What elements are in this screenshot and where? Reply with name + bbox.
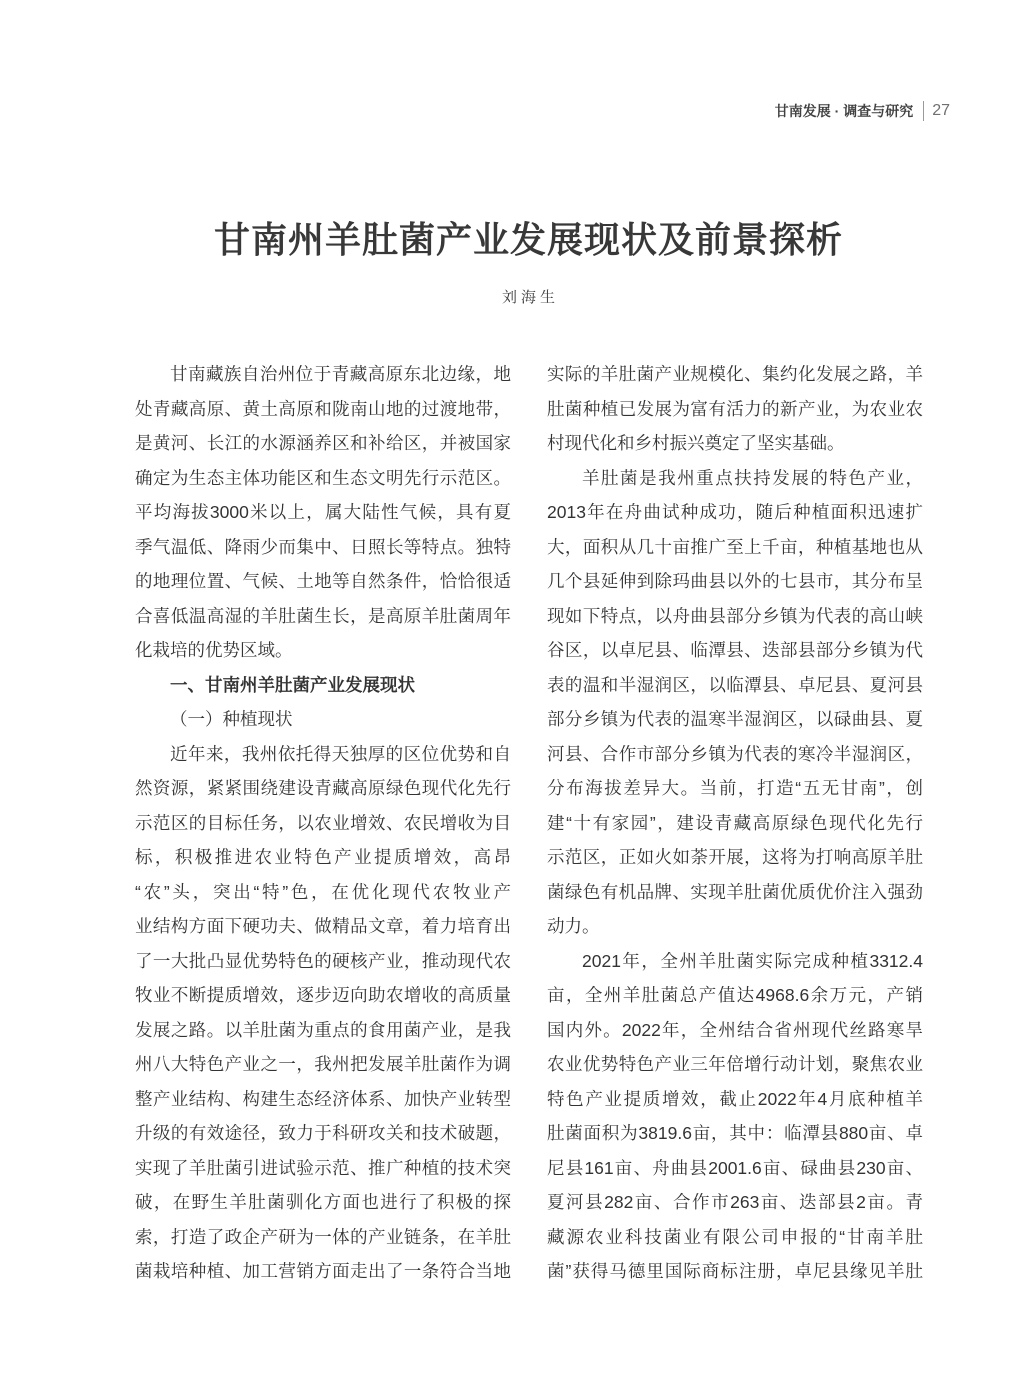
paragraph-line: 实际的羊肚菌产业规模化、集约化发展之路，羊 (547, 364, 923, 384)
header-divider (923, 101, 924, 121)
paragraph-line: 确定为生态主体功能区和生态文明先行示范区。 (135, 467, 511, 488)
paragraph-line: 农业优势特色产业三年倍增行动计划，聚焦农业 (547, 1054, 923, 1074)
paragraph-line: 实现了羊肚菌引进试验示范、推广种植的技术突 (135, 1157, 511, 1178)
paragraph-line: 几个县延伸到除玛曲县以外的七县市，其分布呈 (547, 571, 923, 591)
paragraph-line: 表的温和半湿润区，以临潭县、卓尼县、夏河县 (547, 674, 923, 695)
paragraph-line: 2021年，全州羊肚菌实际完成种植3312.4 (582, 950, 923, 971)
paragraph-line: 菌”获得马德里国际商标注册，卓尼县缘见羊肚 (547, 1261, 923, 1281)
paragraph-line: 村现代化和乡村振兴奠定了坚实基础。 (547, 433, 845, 453)
paragraph-line: 然资源，紧紧围绕建设青藏高原绿色现代化先行 (135, 778, 511, 798)
planting-paragraph-2 (547, 461, 923, 944)
journal-section-label: 甘南发展 · 调查与研究 (774, 103, 914, 119)
paragraph-line: 发展之路。以羊肚菌为重点的食用菌产业，是我 (135, 1019, 511, 1040)
paragraph-line: 破，在野生羊肚菌驯化方面也进行了积极的探 (135, 1192, 511, 1212)
paragraph-line: 2013年在舟曲试种成功，随后种植面积迅速扩 (547, 502, 923, 522)
paragraph-line: 牧业不断提质增效，逐步迈向助农增收的高质量 (135, 985, 511, 1005)
paragraph-line: 标，积极推进农业特色产业提质增效，高昂 (135, 847, 511, 867)
paragraph-line: 的地理位置、气候、土地等自然条件，恰恰很适 (135, 571, 511, 591)
paragraph-line: 合喜低温高湿的羊肚菌生长，是高原羊肚菌周年 (135, 605, 511, 626)
paragraph-line: 甘南藏族自治州位于青藏高原东北边缘，地 (170, 364, 511, 384)
paragraph-line: 大，面积从几十亩推广至上千亩，种植基地也从 (547, 536, 923, 557)
section-heading: 一、甘南州羊肚菌产业发展现状 (170, 674, 415, 695)
paragraph-line: 示范区的目标任务，以农业增效、农民增收为目 (135, 812, 511, 833)
paragraph-line: 化栽培的优势区域。 (135, 640, 293, 660)
paragraph-line: 平均海拔3000米以上，属大陆性气候，具有夏 (135, 502, 511, 522)
right-column (547, 357, 923, 1289)
article-title: 甘南州羊肚菌产业发展现状及前景探析 (213, 219, 843, 261)
paragraph-line: 升级的有效途径，致力于科研攻关和技术破题， (135, 1123, 511, 1143)
paragraph-line: 州八大特色产业之一，我州把发展羊肚菌作为调 (135, 1054, 511, 1074)
paragraph-line: 部分乡镇为代表的温寒半湿润区，以碌曲县、夏 (547, 709, 923, 729)
paragraph-line: 特色产业提质增效，截止2022年4月底种植羊 (547, 1088, 923, 1109)
planting-paragraph-1 (135, 737, 511, 1289)
page-number: 27 (932, 102, 950, 119)
paragraph-line: 现如下特点，以舟曲县部分乡镇为代表的高山峡 (547, 605, 923, 626)
paragraph-line: 夏河县282亩、合作市263亩、迭部县2亩。青 (547, 1192, 923, 1212)
paragraph-line: 是黄河、长江的水源涵养区和补给区，并被国家 (135, 433, 511, 453)
paragraph-line: 菌栽培种植、加工营销方面走出了一条符合当地 (135, 1261, 511, 1281)
paragraph-line: 肚菌面积为3819.6亩，其中：临潭县880亩、卓 (547, 1123, 923, 1143)
intro-paragraph (135, 357, 511, 668)
paragraph-line: 国内外。2022年，全州结合省州现代丝路寒旱 (547, 1019, 923, 1040)
running-header (775, 101, 950, 121)
subsection-heading: （一）种植现状 (170, 709, 293, 729)
paragraph-line: 业结构方面下硬功夫、做精品文章，着力培育出 (135, 916, 511, 936)
paragraph-line: 尼县161亩、舟曲县2001.6亩、碌曲县230亩、 (547, 1157, 923, 1178)
paragraph-line: 亩，全州羊肚菌总产值达4968.6余万元，产销 (547, 985, 923, 1005)
paragraph-line: 了一大批凸显优势特色的硬核产业，推动现代农 (135, 950, 511, 971)
paragraph-line: 谷区，以卓尼县、临潭县、迭部县部分乡镇为代 (547, 640, 923, 660)
paragraph-line: 近年来，我州依托得天独厚的区位优势和自 (170, 743, 511, 764)
article-author: 刘海生 (501, 288, 559, 306)
paragraph-line: 索，打造了政企产研为一体的产业链条，在羊肚 (135, 1226, 511, 1247)
paragraph-line: 建“十有家园”，建设青藏高原绿色现代化先行 (547, 812, 923, 833)
paragraph-line: 动力。 (547, 916, 600, 936)
paragraph-line: 季气温低、降雨少而集中、日照长等特点。独特 (135, 536, 511, 557)
paragraph-line: 河县、合作市部分乡镇为代表的寒冷半湿润区， (547, 743, 923, 764)
paragraph-line: 羊肚菌是我州重点扶持发展的特色产业， (582, 467, 923, 488)
left-column (135, 357, 511, 1289)
paragraph-line: 肚菌种植已发展为富有活力的新产业，为农业农 (547, 398, 923, 419)
paragraph-line: “农”头，突出“特”色，在优化现代农牧业产 (135, 881, 511, 902)
paragraph-line: 示范区，正如火如荼开展，这将为打响高原羊肚 (547, 847, 923, 867)
planting-paragraph-1-continued (547, 357, 923, 461)
paragraph-line: 整产业结构、构建生态经济体系、加快产业转型 (135, 1088, 511, 1109)
paragraph-line: 菌绿色有机品牌、实现羊肚菌优质优价注入强劲 (547, 881, 923, 902)
paragraph-line: 分布海拔差异大。当前，打造“五无甘南”，创 (547, 778, 923, 798)
paragraph-line: 藏源农业科技菌业有限公司申报的“甘南羊肚 (547, 1226, 923, 1247)
planting-paragraph-3 (547, 944, 923, 1289)
paragraph-line: 处青藏高原、黄土高原和陇南山地的过渡地带， (135, 398, 511, 419)
